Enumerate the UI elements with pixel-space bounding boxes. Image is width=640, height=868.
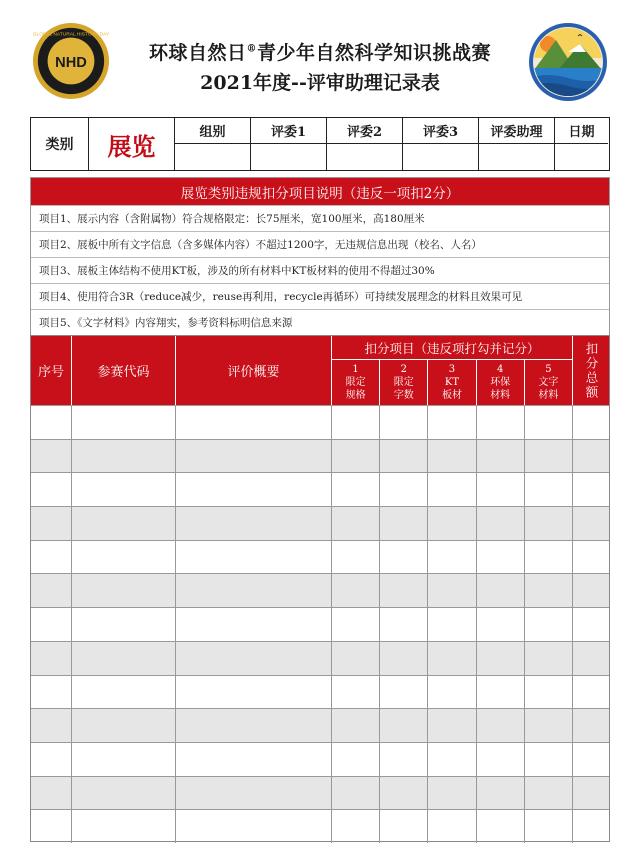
code-cell [72, 709, 176, 742]
deduction-item-3: 3 KT 板材 [428, 360, 476, 405]
rule-item-3: 项目3、展板主体结构不使用KT板，涉及的所有材料中KT板材料的使用不得超过30% [31, 257, 609, 283]
deduction-4-cell [477, 810, 525, 843]
code-cell [72, 541, 176, 574]
seq-cell [31, 541, 72, 574]
summary-cell [176, 743, 332, 776]
deduction-3-cell [428, 574, 476, 607]
deduction-item-4: 4 环保 材料 [477, 360, 525, 405]
deduction-5-cell [525, 676, 573, 709]
deduction-2-cell [380, 709, 428, 742]
deduction-item-1: 1 限定 规格 [332, 360, 380, 405]
deduction-1-cell [332, 743, 380, 776]
table-row [31, 540, 609, 574]
scoring-table-body [31, 405, 609, 843]
deduction-1-cell [332, 473, 380, 506]
deduction-2-cell [380, 440, 428, 473]
deduction-4-cell [477, 676, 525, 709]
info-col-judge2: 评委2 [327, 118, 403, 170]
table-row [31, 742, 609, 776]
seq-cell [31, 709, 72, 742]
deduction-1-cell [332, 709, 380, 742]
table-row [31, 809, 609, 843]
deduction-5-cell [525, 574, 573, 607]
deduction-4-cell [477, 743, 525, 776]
table-row [31, 405, 609, 439]
deduction-item-2: 2 限定 字数 [380, 360, 428, 405]
deduction-5-cell [525, 810, 573, 843]
code-cell [72, 440, 176, 473]
category-value: 展览 [89, 118, 175, 170]
page-title-line1: 环球自然日®青少年自然科学知识挑战赛 [148, 42, 492, 64]
nhd-logo-icon [32, 22, 110, 100]
deduction-5-cell [525, 440, 573, 473]
nature-scene-logo-icon [528, 22, 608, 102]
summary-cell [176, 709, 332, 742]
deduction-item-5: 5 文字 材料 [525, 360, 573, 405]
deduction-4-cell [477, 777, 525, 810]
code-cell [72, 743, 176, 776]
deduction-3-cell [428, 507, 476, 540]
deduction-1-cell [332, 574, 380, 607]
seq-cell [31, 473, 72, 506]
deduction-1-cell [332, 608, 380, 641]
deduction-5-cell [525, 777, 573, 810]
deduction-3-cell [428, 473, 476, 506]
summary-cell [176, 642, 332, 675]
col-summary-header: 评价概要 [176, 336, 332, 405]
deduction-4-cell [477, 473, 525, 506]
scoring-table-header [31, 336, 609, 405]
deduction-3-cell [428, 810, 476, 843]
info-col-group: 组别 [175, 118, 251, 170]
col-total-header: 扣分总额 [584, 341, 599, 400]
summary-cell [176, 473, 332, 506]
deduction-2-cell [380, 507, 428, 540]
deduction-3-cell [428, 608, 476, 641]
deduction-2-cell [380, 608, 428, 641]
deduction-5-cell [525, 473, 573, 506]
summary-cell [176, 777, 332, 810]
deduction-5-cell [525, 541, 573, 574]
deduction-1-cell [332, 642, 380, 675]
page-title-line2: 2021年度--评审助理记录表 [200, 72, 440, 94]
deduction-4-cell [477, 574, 525, 607]
summary-cell [176, 608, 332, 641]
deduction-4-cell [477, 541, 525, 574]
summary-cell [176, 574, 332, 607]
deduction-1-cell [332, 440, 380, 473]
table-row [31, 641, 609, 675]
info-col-date: 日期 [555, 118, 608, 170]
summary-cell [176, 810, 332, 843]
rule-item-1: 项目1、展示内容（含附属物）符合规格限定：长75厘米，宽100厘米，高180厘米 [31, 205, 609, 231]
summary-cell [176, 676, 332, 709]
seq-cell [31, 608, 72, 641]
info-table [30, 117, 610, 171]
seq-cell [31, 406, 72, 439]
code-cell [72, 608, 176, 641]
deduction-2-cell [380, 574, 428, 607]
seq-cell [31, 440, 72, 473]
table-row [31, 506, 609, 540]
deduction-4-cell [477, 642, 525, 675]
deduction-3-cell [428, 440, 476, 473]
deduction-2-cell [380, 541, 428, 574]
scoring-table [30, 335, 610, 842]
rules-title: 展览类别违规扣分项目说明（违反一项扣2分） [31, 178, 609, 205]
deduction-2-cell [380, 473, 428, 506]
deduction-1-cell [332, 507, 380, 540]
code-cell [72, 473, 176, 506]
deduction-5-cell [525, 406, 573, 439]
summary-cell [176, 406, 332, 439]
code-cell [72, 574, 176, 607]
deduction-3-cell [428, 642, 476, 675]
deduction-2-cell [380, 676, 428, 709]
seq-cell [31, 574, 72, 607]
deduction-3-cell [428, 777, 476, 810]
deduction-4-cell [477, 608, 525, 641]
logo-left-ring-text: GLOBAL NATURAL HISTORY DAY [32, 32, 110, 38]
deduction-group-header: 扣分项目（违反项打勾并记分） [332, 336, 573, 360]
col-code-header: 参赛代码 [72, 336, 176, 405]
deduction-4-cell [477, 406, 525, 439]
deduction-1-cell [332, 777, 380, 810]
deduction-2-cell [380, 810, 428, 843]
table-row [31, 573, 609, 607]
deduction-3-cell [428, 541, 476, 574]
logo-left-text: NHD [55, 54, 87, 71]
deduction-4-cell [477, 709, 525, 742]
seq-cell [31, 507, 72, 540]
info-col-assistant: 评委助理 [479, 118, 555, 170]
table-row [31, 439, 609, 473]
rule-item-4: 项目4、使用符合3R（reduce减少，reuse再利用，recycle再循环）可持续发展理念的材料且效果可见 [31, 283, 609, 309]
code-cell [72, 676, 176, 709]
category-label: 类别 [31, 118, 89, 170]
seq-cell [31, 810, 72, 843]
deduction-2-cell [380, 743, 428, 776]
rule-item-5: 项目5、《文字材料》内容翔实，参考资料标明信息来源 [31, 309, 609, 335]
info-col-judge1: 评委1 [251, 118, 327, 170]
table-row [31, 607, 609, 641]
code-cell [72, 406, 176, 439]
deduction-3-cell [428, 676, 476, 709]
table-row [31, 675, 609, 709]
code-cell [72, 507, 176, 540]
code-cell [72, 777, 176, 810]
deduction-5-cell [525, 642, 573, 675]
table-row [31, 708, 609, 742]
rules-section [30, 177, 610, 336]
deduction-5-cell [525, 709, 573, 742]
code-cell [72, 810, 176, 843]
deduction-2-cell [380, 777, 428, 810]
col-seq-header: 序号 [31, 336, 72, 405]
code-cell [72, 642, 176, 675]
page-header [0, 0, 640, 112]
deduction-3-cell [428, 709, 476, 742]
deduction-4-cell [477, 440, 525, 473]
deduction-1-cell [332, 676, 380, 709]
seq-cell [31, 743, 72, 776]
deduction-2-cell [380, 642, 428, 675]
table-row [31, 472, 609, 506]
rule-item-2: 项目2、展板中所有文字信息（含多媒体内容）不超过1200字，无违规信息出现（校名、人名） [31, 231, 609, 257]
deduction-5-cell [525, 743, 573, 776]
seq-cell [31, 777, 72, 810]
deduction-3-cell [428, 406, 476, 439]
deduction-1-cell [332, 810, 380, 843]
deduction-5-cell [525, 507, 573, 540]
deduction-4-cell [477, 507, 525, 540]
deduction-5-cell [525, 608, 573, 641]
deduction-1-cell [332, 541, 380, 574]
summary-cell [176, 541, 332, 574]
deduction-3-cell [428, 743, 476, 776]
info-col-judge3: 评委3 [403, 118, 479, 170]
deduction-2-cell [380, 406, 428, 439]
seq-cell [31, 676, 72, 709]
summary-cell [176, 440, 332, 473]
deduction-1-cell [332, 406, 380, 439]
table-row [31, 776, 609, 810]
seq-cell [31, 642, 72, 675]
summary-cell [176, 507, 332, 540]
